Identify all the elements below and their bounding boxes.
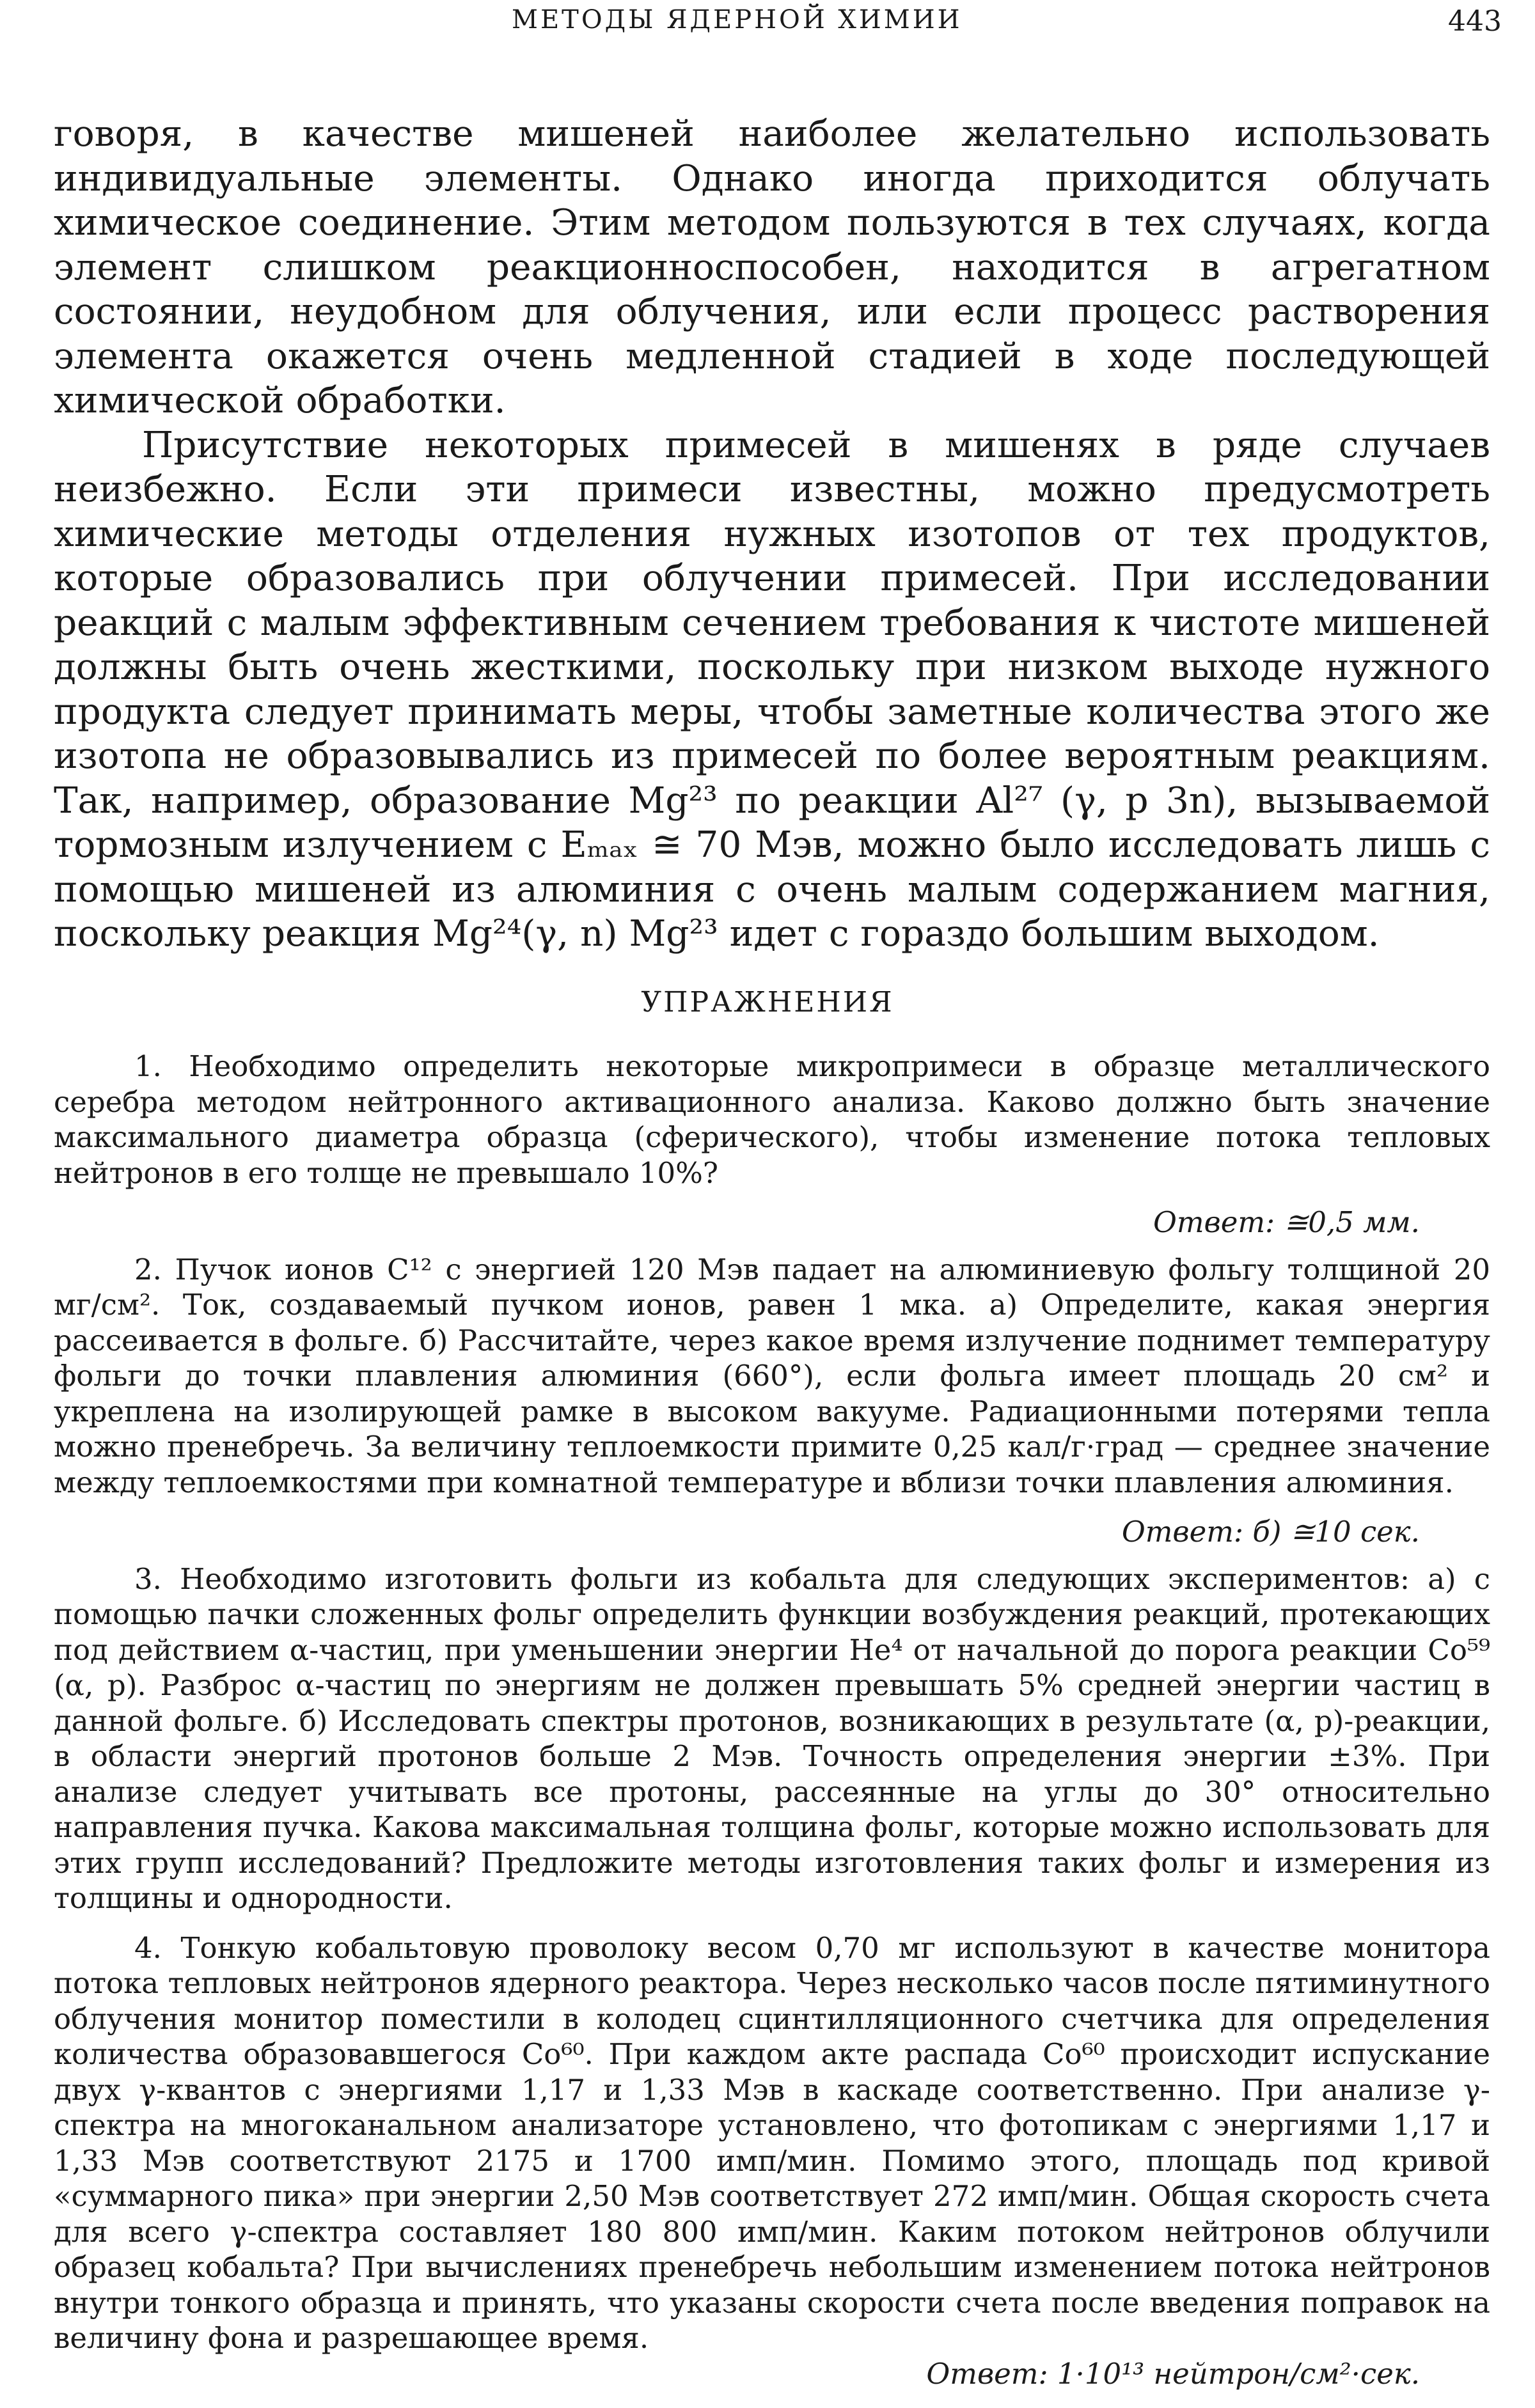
exercise-2: 2. Пучок ионов C¹² с энергией 120 Мэв падает на алюминиевую фольгу толщиной 20 мг/см². Ток, создаваемый пучком ионов, равен 1 мка. а) Определите, какая энергия рассеивается в фольге. б) Рассчитайте, через какое время излучение поднимет температуру фольги до точки плавления алюминия (660°), если фольга имеет площадь 20 см² и укреплена на изолирующей рамке в высоком вакууме. Радиационными потерями тепла можно пренебречь. За величину теплоемкости примите 0,25 кал/г·град — среднее значение между теплоемкостями при комнатной температуре и вблизи точки плавления алюминия. (54, 1252, 1490, 1499)
exercises-list (54, 1049, 1490, 2391)
running-title: МЕТОДЫ ЯДЕРНОЙ ХИМИИ (512, 5, 963, 35)
exercise-1: 1. Необходимо определить некоторые микропримеси в образце металлического серебра методом нейтронного активационного анализа. Каково должно быть значение максимального диаметра образца (сферического), чтобы изменение потока тепловых нейтронов в его толще не превышало 10%? (54, 1049, 1490, 1190)
page-header (0, 0, 1535, 51)
exercise-4: 4. Тонкую кобальтовую проволоку весом 0,70 мг используют в качестве монитора потока тепловых нейтронов ядерного реактора. Через несколько часов после пятиминутного облучения монитор поместили в колодец сцинтилляционного счетчика для определения количества образовавшегося Co⁶⁰. При каждом акте распада Co⁶⁰ происходит испускание двух γ-квантов с энергиями 1,17 и 1,33 Мэв в каскаде соответственно. При анализе γ-спектра на многоканальном анализаторе установлено, что фотопикам с энергиями 1,17 и 1,33 Мэв соответствуют 2175 и 1700 имп/мин. Помимо этого, площадь под кривой «суммарного пика» при энергии 2,50 Мэв соответствует 272 имп/мин. Общая скорость счета для всего γ-спектра составляет 180 800 имп/мин. Каким потоком нейтронов облучили образец кобальта? При вычислениях пренебречь небольшим изменением потока нейтронов внутри тонкого образца и принять, что указаны скорости счета после введения поправок на величину фона и разрешающее время. (54, 1930, 1490, 2355)
section-heading: УПРАЖНЕНИЯ (641, 986, 894, 1019)
main-text (54, 112, 1490, 957)
paragraph: говоря, в качестве мишеней наиболее желательно использовать индивидуальные элементы. Однако иногда приходится облучать химическое соединение. Этим методом пользуются в тех случаях, когда элемент слишком реакционноспособен, находится в агрегатном состоянии, неудобном для облучения, или если процесс растворения элемента окажется очень медленной стадией в ходе последующей химической обработки. (54, 113, 1490, 421)
exercise-4-answer: Ответ: 1·10¹³ нейтрон/см²·сек. (926, 2356, 1420, 2391)
exercise-3: 3. Необходимо изготовить фольги из кобальта для следующих экспериментов: а) с помощью пачки сложенных фольг определить функции возбуждения реакций, протекающих под действием α-частиц, при уменьшении энергии He⁴ от начальной до порога реакции Co⁵⁹ (α, p). Разброс α-частиц по энергиям не должен превышать 5% средней энергии частиц в данной фольге. б) Исследовать спектры протонов, возникающих в результате (α, p)-реакции, в области энергий протонов больше 2 Мэв. Точность определения энергии ±3%. При анализе следует учитывать все протоны, рассеянные на углы до 30° относительно направления пучка. Какова максимальная толщина фольг, которые можно использовать для этих групп исследований? Предложите методы изготовления таких фольг и измерения из толщины и однородности. (54, 1561, 1490, 1915)
exercise-1-answer: Ответ: ≅0,5 мм. (1153, 1205, 1420, 1239)
page-number: 443 (1448, 5, 1502, 38)
exercise-2-answer: Ответ: б) ≅10 сек. (1121, 1515, 1420, 1549)
paragraph: Присутствие некоторых примесей в мишенях в ряде случаев неизбежно. Если эти примеси известны, можно предусмотреть химические методы отделения нужных изотопов от тех продуктов, которые образовались при облучении примесей. При исследовании реакций с малым эффективным сечением требования к чистоте мишеней должны быть очень жесткими, поскольку при низком выходе нужного продукта следует принимать меры, чтобы заметные количества этого же изотопа не образовывались из примесей по более вероятным реакциям. Так, например, образование Mg²³ по реакции Al²⁷ (γ, p 3n), вызываемой тормозным излучением с Eₘₐₓ ≅ 70 Мэв, можно было исследовать лишь с помощью мишеней из алюминия с очень малым содержанием магния, поскольку реакция Mg²⁴(γ, n) Mg²³ идет с гораздо большим выходом. (54, 424, 1490, 955)
